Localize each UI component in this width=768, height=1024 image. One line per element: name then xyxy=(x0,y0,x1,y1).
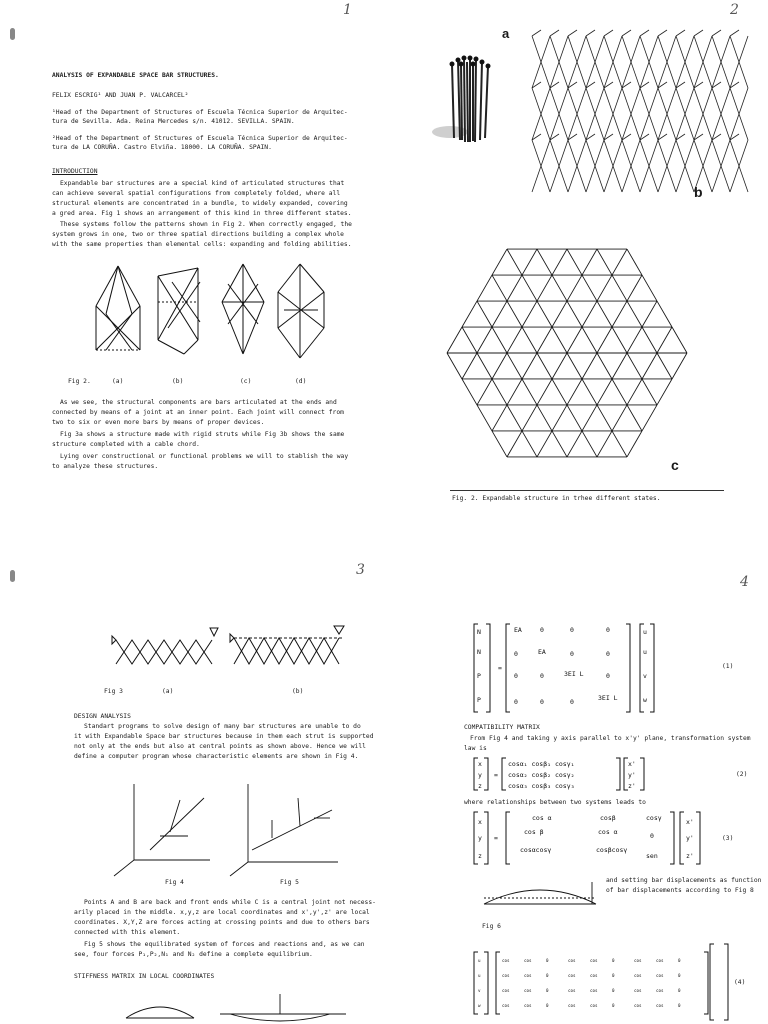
grid-bar xyxy=(627,353,642,379)
grid-bar xyxy=(642,379,657,405)
grid-bar xyxy=(627,249,642,275)
grid-bar xyxy=(642,353,657,379)
matrix-entry: 0 xyxy=(546,1003,549,1008)
svg-text:cosβcosγ: cosβcosγ xyxy=(596,846,628,854)
matrix-entry: cos xyxy=(656,958,664,963)
fig2-cells-drawing xyxy=(88,262,338,362)
svg-text:z: z xyxy=(478,782,482,790)
matrix-entry: 0 xyxy=(546,958,549,963)
svg-text:0: 0 xyxy=(540,698,544,706)
grid-bar xyxy=(642,301,657,327)
grid-bar xyxy=(612,327,627,353)
matrix-entry: 0 xyxy=(612,973,615,978)
paragraph-line: Fig 5 shows the equilibrated system of forces and reactions and, as we can xyxy=(84,941,365,948)
svg-text:cosβ: cosβ xyxy=(600,814,616,822)
fig2-label-d: (d) xyxy=(295,378,307,385)
affiliation-2-cont: tura de LA CORUÑA. Castro Elviña. 18000. LA CORUÑA. SPAIN. xyxy=(52,144,272,151)
fig3-label-a: (a) xyxy=(162,688,174,695)
matrix-entry: cos xyxy=(568,958,576,963)
grid-bar xyxy=(657,379,672,405)
grid-bar xyxy=(492,431,507,457)
caption-rule xyxy=(450,490,724,491)
section-heading-introduction: INTRODUCTION xyxy=(52,168,98,175)
grid-bar xyxy=(552,249,567,275)
grid-bar xyxy=(462,379,477,405)
svg-text:cos α: cos α xyxy=(598,828,618,836)
grid-bar xyxy=(582,249,597,275)
grid-bar xyxy=(492,249,507,275)
photo-c-expanded-grid xyxy=(422,228,712,478)
paragraph-line: see, four forces P₁,P₂,N₁ and N₂ define a complete equilibrium. xyxy=(74,951,313,958)
grid-bar xyxy=(582,301,597,327)
fig4-caption: Fig 4 xyxy=(165,879,184,886)
matrix-entry: cos xyxy=(590,958,598,963)
grid-bar xyxy=(567,405,582,431)
paragraph-line: it with Expandable Space bar structures because in them each strut is supported xyxy=(74,733,374,740)
svg-text:z: z xyxy=(478,852,482,860)
cell-c xyxy=(222,264,264,354)
matrix-entry: cos xyxy=(656,988,664,993)
grid-bar xyxy=(582,405,597,431)
grid-bar xyxy=(627,327,642,353)
svg-text:=: = xyxy=(494,771,498,779)
grid-bar xyxy=(477,327,492,353)
matrix-entry: cos xyxy=(590,1003,598,1008)
grid-bar xyxy=(627,379,642,405)
matrix-entry: cos xyxy=(568,988,576,993)
equation-2-transformation xyxy=(470,756,650,792)
fig5-caption: Fig 5 xyxy=(280,879,299,886)
page-number: 1 xyxy=(343,2,352,18)
grid-bar xyxy=(597,431,612,457)
svg-text:cos α: cos α xyxy=(532,814,552,822)
svg-text:N: N xyxy=(477,628,481,636)
grid-bar xyxy=(597,301,612,327)
svg-text:0: 0 xyxy=(606,626,610,634)
paragraph-line: Fig 3a shows a structure made with rigid struts while Fig 3b shows the same xyxy=(60,431,345,438)
svg-text:cosα₁ cosβ₁ cosγ₁: cosα₁ cosβ₁ cosγ₁ xyxy=(508,760,575,768)
page-2 xyxy=(384,0,768,512)
grid-bar xyxy=(552,327,567,353)
grid-bar xyxy=(477,353,492,379)
svg-text:u: u xyxy=(643,628,647,636)
grid-bar xyxy=(477,379,492,405)
grid-bar xyxy=(627,405,642,431)
grid-bar xyxy=(657,327,672,353)
grid-bar xyxy=(612,379,627,405)
fig6-caption: Fig 6 xyxy=(482,923,501,930)
matrix-entry: cos xyxy=(502,973,510,978)
grid-bar xyxy=(552,353,567,379)
page-1 xyxy=(0,0,384,512)
grid-bar xyxy=(492,301,507,327)
grid-bar xyxy=(627,301,642,327)
grid-bar xyxy=(522,353,537,379)
svg-text:cosα₂ cosβ₂ cosγ₂: cosα₂ cosβ₂ cosγ₂ xyxy=(508,771,575,779)
paragraph-line: of bar displacements according to Fig 8 xyxy=(606,887,754,894)
paragraph-line: These systems follow the patterns shown in Fig 2. When correctly engaged, the xyxy=(60,221,352,228)
grid-bar xyxy=(597,275,612,301)
fig3-caption: Fig 3 xyxy=(104,688,123,695)
svg-text:0: 0 xyxy=(514,698,518,706)
grid-bar xyxy=(492,379,507,405)
grid-bar xyxy=(597,249,612,275)
stiffness-sketch xyxy=(120,992,350,1022)
scan-smudge xyxy=(10,570,15,582)
fig2-caption: Fig 2. xyxy=(68,378,91,385)
grid-bar xyxy=(507,353,522,379)
grid-bar xyxy=(612,275,627,301)
paragraph-line: Expandable bar structures are a special kind of articulated structures that xyxy=(60,180,345,187)
grid-bar xyxy=(612,301,627,327)
fig3-label-b: (b) xyxy=(292,688,304,695)
matrix-entry: 0 xyxy=(678,1003,681,1008)
photo-label-c: c xyxy=(671,457,679,473)
grid-bar xyxy=(492,405,507,431)
grid-bar xyxy=(537,275,552,301)
paragraph-line: not only at the ends but also at central points as shown above. Hence we will xyxy=(74,743,366,750)
svg-text:x': x' xyxy=(686,818,694,826)
svg-text:y': y' xyxy=(628,771,636,779)
grid-bar xyxy=(537,379,552,405)
grid-bar xyxy=(522,327,537,353)
page-number: 3 xyxy=(356,562,365,578)
grid-bar xyxy=(522,301,537,327)
vector-entry: u xyxy=(478,973,481,978)
matrix-entry: 0 xyxy=(612,958,615,963)
svg-text:0: 0 xyxy=(540,626,544,634)
section-heading-design: DESIGN ANALYSIS xyxy=(74,713,131,720)
grid-bar xyxy=(597,405,612,431)
grid-bar xyxy=(477,301,492,327)
photo-label-a: a xyxy=(502,26,510,41)
grid-bar xyxy=(642,327,657,353)
grid-bar xyxy=(612,431,627,457)
grid-bar xyxy=(657,353,672,379)
equation-4-matrix xyxy=(470,944,730,1020)
grid-bar xyxy=(567,379,582,405)
paragraph-line: Lying over constructional or functional problems we will to stablish the way xyxy=(60,453,349,460)
grid-bar xyxy=(582,275,597,301)
grid-bar xyxy=(597,379,612,405)
affiliation-1-cont: tura de Sevilla. Ada. Reina Mercedes s/n. 41012. SEVILLA. SPAIN. xyxy=(52,118,295,125)
grid-bar xyxy=(552,431,567,457)
matrix-entry: 0 xyxy=(612,1003,615,1008)
vector-entry: v xyxy=(478,988,481,993)
cell-d xyxy=(278,264,324,358)
photo-label-b: b xyxy=(694,184,703,200)
matrix-entry: cos xyxy=(568,973,576,978)
affiliation-1: ¹Head of the Department of Structures of Escuela Técnica Superior de Arquitec- xyxy=(52,109,348,116)
fig4-fig5-drawing xyxy=(100,780,350,880)
svg-text:cos β: cos β xyxy=(524,828,544,836)
matrix-entry: 0 xyxy=(678,958,681,963)
svg-text:v: v xyxy=(643,672,647,680)
paragraph-line: structural elements are concentrated in a bundle, to widely expanded, covering xyxy=(52,200,348,207)
page-number: 2 xyxy=(730,2,739,18)
svg-text:3EI L: 3EI L xyxy=(598,694,618,702)
svg-text:=: = xyxy=(498,664,502,672)
matrix-entry: cos xyxy=(634,973,642,978)
matrix-entry: cos xyxy=(502,988,510,993)
grid-bar xyxy=(507,301,522,327)
grid-bar xyxy=(582,379,597,405)
paragraph-line: two to six or even more bars by means of proper devices. xyxy=(52,419,265,426)
svg-text:cosαcosγ: cosαcosγ xyxy=(520,846,552,854)
grid-bar xyxy=(522,379,537,405)
paragraph-line: connected with this element. xyxy=(74,929,181,936)
grid-bar xyxy=(612,405,627,431)
grid-bar xyxy=(597,327,612,353)
grid-bar xyxy=(612,249,627,275)
grid-bar xyxy=(567,353,582,379)
grid-bar xyxy=(447,327,462,353)
grid-bar xyxy=(582,353,597,379)
cell-b xyxy=(158,268,200,354)
paragraph-line: structure completed with a cable chord. xyxy=(52,441,200,448)
svg-text:P: P xyxy=(477,672,481,680)
equation-4-number: (4) xyxy=(734,979,746,986)
paragraph-line: with the same properties than elemental cells: expanding and folding abilities. xyxy=(52,241,352,248)
grid-bar xyxy=(537,405,552,431)
grid-bar xyxy=(657,301,672,327)
equation-3-relationship xyxy=(470,810,720,866)
paper-title: ANALYSIS OF EXPANDABLE SPACE BAR STRUCTURES. xyxy=(52,72,219,79)
svg-text:z': z' xyxy=(628,782,636,790)
matrix-entry: cos xyxy=(656,1003,664,1008)
svg-text:x': x' xyxy=(628,760,636,768)
grid-bar xyxy=(492,353,507,379)
grid-bar xyxy=(537,327,552,353)
photo-a-folded-bundle xyxy=(432,50,502,150)
svg-text:0: 0 xyxy=(650,832,654,840)
matrix-entry: cos xyxy=(634,1003,642,1008)
grid-bar xyxy=(567,327,582,353)
svg-text:cosα₃ cosβ₃ cosγ₃: cosα₃ cosβ₃ cosγ₃ xyxy=(508,782,575,790)
paragraph-line: can achieve several spatial configurations from completely folded, where all xyxy=(52,190,341,197)
grid-bar xyxy=(567,249,582,275)
grid-bar xyxy=(672,353,687,379)
svg-text:3EI L: 3EI L xyxy=(564,670,584,678)
vector-entry: w xyxy=(478,1003,481,1008)
grid-bar xyxy=(597,353,612,379)
grid-bar xyxy=(507,431,522,457)
grid-bar xyxy=(672,327,687,353)
grid-bar xyxy=(567,431,582,457)
grid-bar xyxy=(552,301,567,327)
matrix-entry: 0 xyxy=(546,973,549,978)
grid-bar xyxy=(522,249,537,275)
grid-bar xyxy=(612,353,627,379)
section-heading-stiffness: STIFFNESS MATRIX IN LOCAL COORDINATES xyxy=(74,973,215,980)
grid-bar xyxy=(627,431,642,457)
paragraph-line: where relationships between two systems leads to xyxy=(464,799,646,806)
photo-b-partially-expanded xyxy=(520,24,758,204)
section-heading-compatibility: COMPATIBILITY MATRIX xyxy=(464,724,540,731)
paragraph-line: define a computer program whose characteristic elements are shown in Fig 4. xyxy=(74,753,359,760)
svg-text:y: y xyxy=(478,771,482,779)
vector-entry: u xyxy=(478,958,481,963)
grid-bar xyxy=(627,275,642,301)
grid-bar xyxy=(537,249,552,275)
matrix-entry: cos xyxy=(590,988,598,993)
grid-bar xyxy=(492,327,507,353)
matrix-entry: 0 xyxy=(612,988,615,993)
svg-text:w: w xyxy=(643,696,647,704)
fig2-label-b: (b) xyxy=(172,378,184,385)
svg-text:x: x xyxy=(478,818,482,826)
grid-bar xyxy=(492,275,507,301)
grid-bar xyxy=(582,431,597,457)
matrix-entry: cos xyxy=(524,958,532,963)
paragraph-line: arily placed in the middle. x,y,z are local coordinates and x',y',z' are local xyxy=(74,909,370,916)
svg-text:0: 0 xyxy=(514,672,518,680)
paragraph-line: From Fig 4 and taking y axis parallel to x'y' plane, transformation system xyxy=(470,735,751,742)
svg-text:0: 0 xyxy=(606,672,610,680)
matrix-entry: 0 xyxy=(546,988,549,993)
grid-bar xyxy=(507,327,522,353)
grid-bar xyxy=(537,431,552,457)
paragraph-line: Points A and B are back and front ends while C is a central joint not necess- xyxy=(84,899,376,906)
paragraph-line: Standart programs to solve design of many bar structures are unable to do xyxy=(84,723,361,730)
svg-text:sen: sen xyxy=(646,852,658,860)
fig2-label-c: (c) xyxy=(240,378,252,385)
grid-bar xyxy=(447,353,462,379)
svg-text:EA: EA xyxy=(538,648,546,656)
matrix-entry: cos xyxy=(524,1003,532,1008)
grid-bar xyxy=(552,275,567,301)
fig2-label-a: (a) xyxy=(112,378,124,385)
grid-bar xyxy=(522,405,537,431)
grid-bar xyxy=(537,353,552,379)
svg-text:=: = xyxy=(494,834,498,842)
grid-bar xyxy=(567,301,582,327)
cell-a xyxy=(96,266,140,350)
authors: FELIX ESCRIG¹ AND JUAN P. VALCARCEL² xyxy=(52,92,189,99)
svg-text:cosγ: cosγ xyxy=(646,814,662,822)
affiliation-2: ²Head of the Department of Structures of Escuela Técnica Superior de Arquitec- xyxy=(52,135,348,142)
fig2-page2-caption: Fig. 2. Expandable structure in trhee different states. xyxy=(452,495,661,502)
svg-text:0: 0 xyxy=(606,650,610,658)
matrix-entry: cos xyxy=(634,988,642,993)
matrix-entry: cos xyxy=(590,973,598,978)
grid-bar xyxy=(582,327,597,353)
grid-bar xyxy=(462,353,477,379)
svg-text:y: y xyxy=(478,834,482,842)
grid-bar xyxy=(642,405,657,431)
grid-bar xyxy=(507,379,522,405)
grid-bar xyxy=(507,249,522,275)
grid-bar xyxy=(522,275,537,301)
svg-text:N: N xyxy=(477,648,481,656)
matrix-entry: 0 xyxy=(678,973,681,978)
paragraph-line: law is xyxy=(464,745,487,752)
svg-text:0: 0 xyxy=(514,650,518,658)
grid-bar xyxy=(642,275,657,301)
grid-bar xyxy=(462,301,477,327)
paragraph-line: system grows in one, two or three spatial directions building a complex whole xyxy=(52,231,344,238)
matrix-entry: cos xyxy=(502,958,510,963)
svg-text:0: 0 xyxy=(570,698,574,706)
matrix-entry: 0 xyxy=(678,988,681,993)
grid-bar xyxy=(477,405,492,431)
grid-bar xyxy=(477,275,492,301)
grid-bar xyxy=(507,275,522,301)
scan-smudge xyxy=(10,28,15,40)
paragraph-line: coordinates. X,Y,Z are forces acting at crossing points and due to others bars xyxy=(74,919,370,926)
grid-bar xyxy=(462,327,477,353)
svg-text:0: 0 xyxy=(570,626,574,634)
matrix-entry: cos xyxy=(656,973,664,978)
paragraph-line: to analyze these structures. xyxy=(52,463,159,470)
grid-bar xyxy=(552,405,567,431)
grid-bar xyxy=(507,405,522,431)
grid-bar xyxy=(567,275,582,301)
paragraph-line: a gred area. Fig 1 shows an arrangement of this kind in three different states. xyxy=(52,210,352,217)
paragraph-line: and setting bar displacements as function xyxy=(606,877,762,884)
fig6-drawing xyxy=(480,876,600,910)
svg-text:y': y' xyxy=(686,834,694,842)
equation-2-number: (2) xyxy=(736,771,748,778)
matrix-entry: cos xyxy=(524,973,532,978)
matrix-entry: cos xyxy=(502,1003,510,1008)
svg-text:x: x xyxy=(478,760,482,768)
svg-text:0: 0 xyxy=(540,672,544,680)
svg-text:EA: EA xyxy=(514,626,522,634)
svg-text:P: P xyxy=(477,696,481,704)
svg-text:u: u xyxy=(643,648,647,656)
page-3 xyxy=(0,512,384,1024)
fig3-scissor-drawing xyxy=(112,620,352,680)
matrix-entry: cos xyxy=(568,1003,576,1008)
grid-bar xyxy=(522,431,537,457)
grid-bar xyxy=(537,301,552,327)
page-number: 4 xyxy=(740,574,749,590)
matrix-entry: cos xyxy=(524,988,532,993)
svg-text:z': z' xyxy=(686,852,694,860)
equation-1-stiffness-matrix xyxy=(470,620,720,716)
equation-3-number: (3) xyxy=(722,835,734,842)
svg-text:0: 0 xyxy=(570,650,574,658)
page-4 xyxy=(384,512,768,1024)
grid-bar xyxy=(552,379,567,405)
paragraph-line: As we see, the structural components are bars articulated at the ends and xyxy=(60,399,337,406)
paragraph-line: connected by means of a joint at an inner point. Each joint will connect from xyxy=(52,409,344,416)
matrix-entry: cos xyxy=(634,958,642,963)
equation-1-number: (1) xyxy=(722,663,734,670)
